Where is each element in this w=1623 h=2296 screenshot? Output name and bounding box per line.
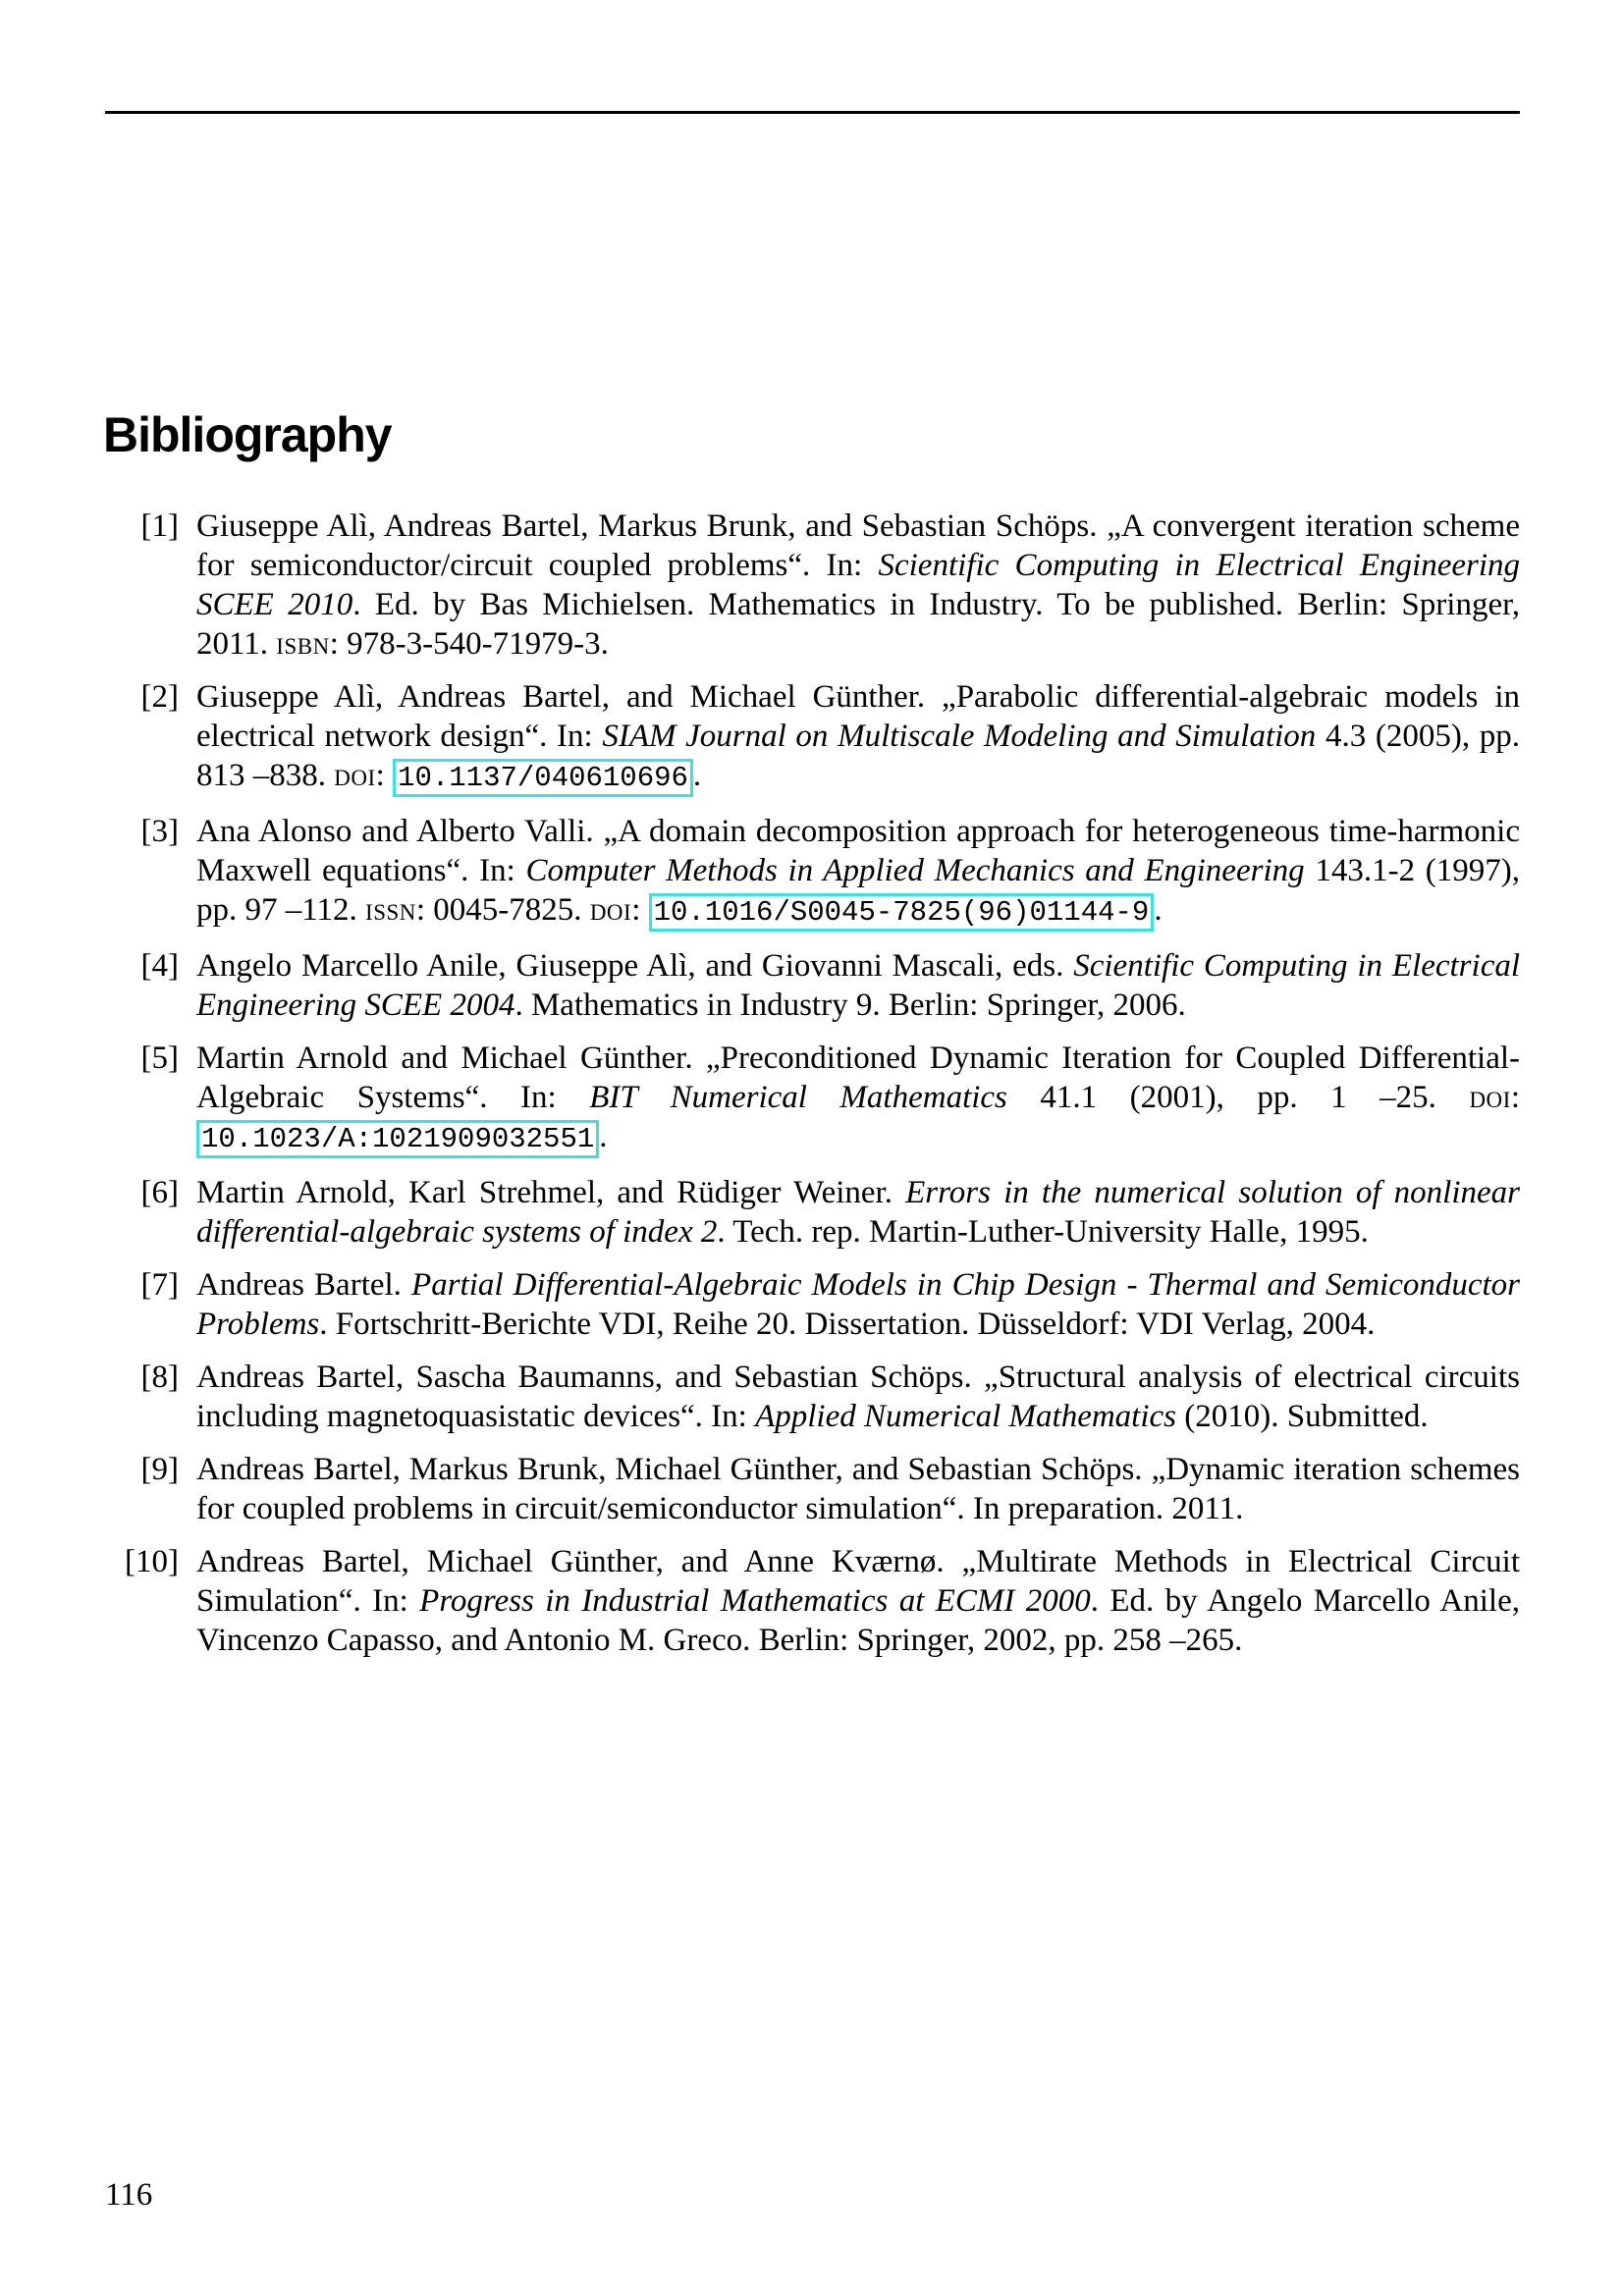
reference-entry (105, 677, 1520, 798)
reference-text (196, 1450, 1520, 1528)
text-segment: Computer Methods in Applied Mechanics and Engineering (525, 853, 1305, 888)
reference-entry (105, 1265, 1520, 1344)
text-segment: Giuseppe Alì, Andreas Bartel, and Michael Günther. „Parabolic differential-algebraic models in electrical network design“. In: (196, 679, 1520, 754)
text-segment: Partial Differential-Algebraic Models in Chip Design - Thermal and Semiconductor Problems (196, 1267, 1520, 1342)
reference-entry (105, 1542, 1520, 1660)
reference-entry (105, 812, 1520, 933)
text-segment: . (1154, 892, 1163, 928)
reference-label: [6] (140, 1175, 179, 1210)
text-segment: SIAM Journal on Multiscale Modeling and Simulation (602, 719, 1317, 754)
text-segment: Andreas Bartel. (196, 1267, 412, 1303)
reference-text (196, 1358, 1520, 1436)
text-segment: . Ed. by Bas Michielsen. Mathematics in Industry. To be published. Berlin: Springer, 2011. (196, 587, 1521, 662)
reference-entry (105, 507, 1520, 664)
reference-entry (105, 1358, 1520, 1436)
reference-text (196, 1173, 1520, 1252)
doi-link[interactable]: 10.1137/040610696 (393, 759, 693, 797)
text-segment: Andreas Bartel, Sascha Baumanns, and Sebastian Schöps. „Structural analysis of electrical circuits including magnetoquasistatic devices“. In: (196, 1360, 1520, 1434)
text-segment: . Mathematics in Industry 9. Berlin: Springer, 2006. (514, 988, 1186, 1023)
reference-entry (105, 1173, 1520, 1252)
text-segment: Ana Alonso and Alberto Valli. „A domain decomposition approach for heterogeneous time-harmonic Maxwell equations“. In: (196, 814, 1520, 888)
reference-label: [5] (140, 1041, 179, 1076)
text-segment: (2010). Submitted. (1176, 1399, 1429, 1434)
reference-list (105, 507, 1520, 1674)
reference-entry (105, 946, 1520, 1025)
text-segment: Errors in the numerical solution of nonlinear differential-algebraic systems of index 2 (196, 1175, 1521, 1250)
text-segment: 4.3 (2005), pp. 813 –838. (196, 719, 1520, 793)
reference-label: [10] (125, 1544, 179, 1579)
reference-label: [1] (140, 508, 179, 544)
text-segment: 41.1 (2001), pp. 1 –25. (1006, 1080, 1470, 1115)
text-segment: Progress in Industrial Mathematics at ECMI 2000 (419, 1583, 1091, 1619)
text-segment: : 0045-7825. (415, 892, 590, 928)
reference-text (196, 1039, 1520, 1159)
text-segment: Giuseppe Alì, Andreas Bartel, Markus Brunk, and Sebastian Schöps. „A convergent iteration scheme for semiconductor/circuit coupled problems“. In: (196, 508, 1520, 583)
text-segment: Andreas Bartel, Markus Brunk, Michael Günther, and Sebastian Schöps. „Dynamic iteration schemes for coupled problems in circuit/semiconductor simulation“. In preparation. 2011. (196, 1452, 1520, 1526)
reference-label: [9] (140, 1452, 179, 1487)
reference-label: [4] (140, 948, 179, 984)
page-number: 116 (105, 2177, 153, 2213)
reference-text (196, 507, 1520, 664)
text-segment: Applied Numerical Mathematics (755, 1399, 1177, 1434)
text-segment: . (599, 1119, 608, 1154)
reference-text (196, 812, 1520, 933)
text-segment: BIT Numerical Mathematics (589, 1080, 1007, 1115)
text-segment: doi (1469, 1080, 1511, 1115)
text-segment: : (375, 758, 394, 793)
text-segment: . Fortschritt-Berichte VDI, Reihe 20. Dissertation. Düsseldorf: VDI Verlag, 2004. (319, 1307, 1376, 1342)
text-segment: issn (365, 892, 416, 928)
text-segment: : (1510, 1080, 1520, 1115)
reference-text (196, 1542, 1520, 1660)
text-segment: Martin Arnold, Karl Strehmel, and Rüdiger Weiner. (196, 1175, 906, 1210)
text-segment: 143.1-2 (1997), pp. 97 –112. (196, 853, 1521, 928)
text-segment: Scientific Computing in Electrical Engineering SCEE 2010 (196, 548, 1520, 622)
text-segment: . Ed. by Angelo Marcello Anile, Vincenzo Capasso, and Antonio M. Greco. Berlin: Springer, 2002, pp. 258 –265. (196, 1583, 1520, 1658)
text-segment: isbn (276, 626, 330, 662)
header-rule (105, 111, 1520, 114)
text-segment: Scientific Computing in Electrical Engineering SCEE 2004 (196, 948, 1521, 1023)
text-segment: . Tech. rep. Martin-Luther-University Halle, 1995. (717, 1214, 1369, 1250)
text-segment: . (692, 758, 702, 793)
doi-link[interactable]: 10.1023/A:1021909032551 (196, 1120, 599, 1158)
reference-entry (105, 1039, 1520, 1159)
reference-label: [8] (140, 1360, 179, 1395)
text-segment: : 978-3-540-71979-3. (329, 626, 609, 662)
page-title: Bibliography (103, 406, 392, 462)
reference-text (196, 946, 1520, 1025)
text-segment: Angelo Marcello Anile, Giuseppe Alì, and Giovanni Mascali, eds. (196, 948, 1074, 984)
reference-text (196, 677, 1520, 798)
text-segment: Martin Arnold and Michael Günther. „Preconditioned Dynamic Iteration for Coupled Differential-Algebraic Systems“. In: (196, 1041, 1520, 1115)
reference-label: [7] (140, 1267, 179, 1303)
reference-text (196, 1265, 1520, 1344)
text-segment: doi (589, 892, 632, 928)
text-segment: doi (334, 758, 376, 793)
reference-entry (105, 1450, 1520, 1528)
text-segment: Andreas Bartel, Michael Günther, and Anne Kværnø. „Multirate Methods in Electrical Circuit Simulation“. In: (196, 1544, 1520, 1619)
text-segment: : (631, 892, 649, 928)
doi-link[interactable]: 10.1016/S0045-7825(96)01144-9 (649, 893, 1155, 932)
reference-label: [2] (140, 679, 179, 715)
reference-label: [3] (140, 814, 179, 849)
